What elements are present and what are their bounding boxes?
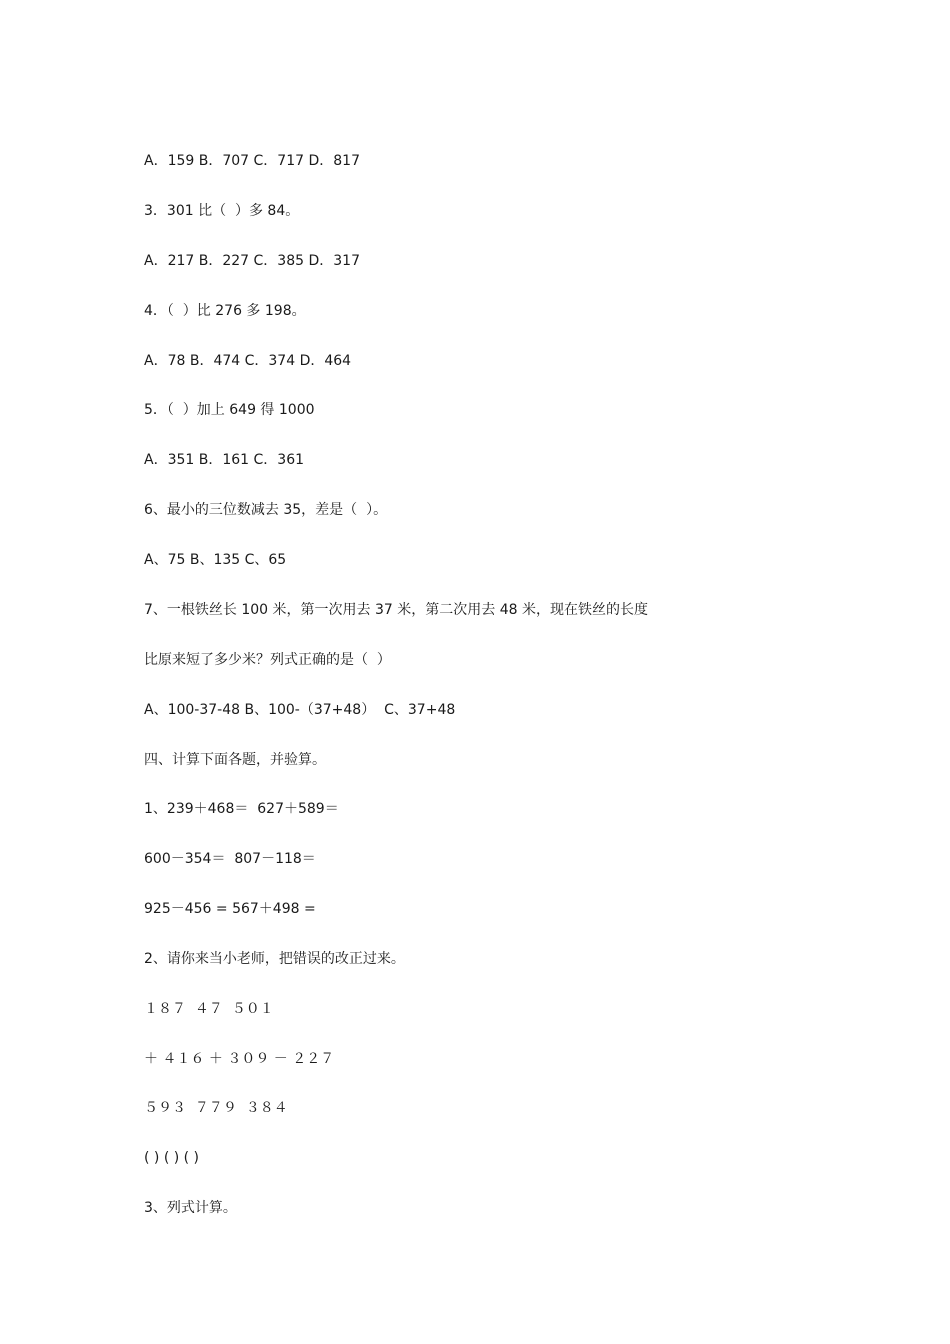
question-3: 3．301 比（ ）多 84。 (144, 203, 300, 219)
task-3-heading: 3、列式计算。 (144, 1200, 237, 1216)
section-4-heading: 四、计算下面各题，并验算。 (144, 752, 326, 768)
option-line-q6: A、75 B、135 C、65 (144, 552, 287, 568)
option-line-q4: A．78 B．474 C．374 D．464 (144, 353, 352, 369)
vertical-addends-top: １８７ ４７ ５０１ (144, 1001, 274, 1017)
task-2-heading: 2、请你来当小老师，把错误的改正过来。 (144, 951, 405, 967)
answer-brackets: ( ) ( ) ( ) (144, 1150, 200, 1166)
calc-line-2: 600－354＝ 807－118＝ (144, 851, 316, 867)
question-7-line-2: 比原来短了多少米？列式正确的是（ ） (144, 652, 391, 668)
calc-line-1: 1、239＋468＝ 627＋589＝ (144, 801, 339, 817)
option-line-q7: A、100-37-48 B、100-（37+48） C、37+48 (144, 702, 456, 718)
question-5: 5．（ ）加上 649 得 1000 (144, 402, 315, 418)
option-line-q5: A．351 B．161 C．361 (144, 452, 305, 468)
question-6: 6、最小的三位数减去 35，差是（ ）。 (144, 502, 388, 518)
vertical-operands: ＋ ４１６ ＋ ３０９ － ２２７ (144, 1051, 335, 1067)
option-line-q3: A．217 B．227 C．385 D．317 (144, 253, 360, 269)
vertical-results: ５９３ ７７９ ３８４ (144, 1100, 288, 1116)
question-7-line-1: 7、一根铁丝长 100 米，第一次用去 37 米，第二次用去 48 米，现在铁丝的长度 (144, 602, 648, 618)
question-4: 4．（ ）比 276 多 198。 (144, 303, 306, 319)
calc-line-3: 925－456 = 567＋498 = (144, 901, 316, 917)
option-line-q2: A．159 B．707 C．717 D．817 (144, 153, 360, 169)
